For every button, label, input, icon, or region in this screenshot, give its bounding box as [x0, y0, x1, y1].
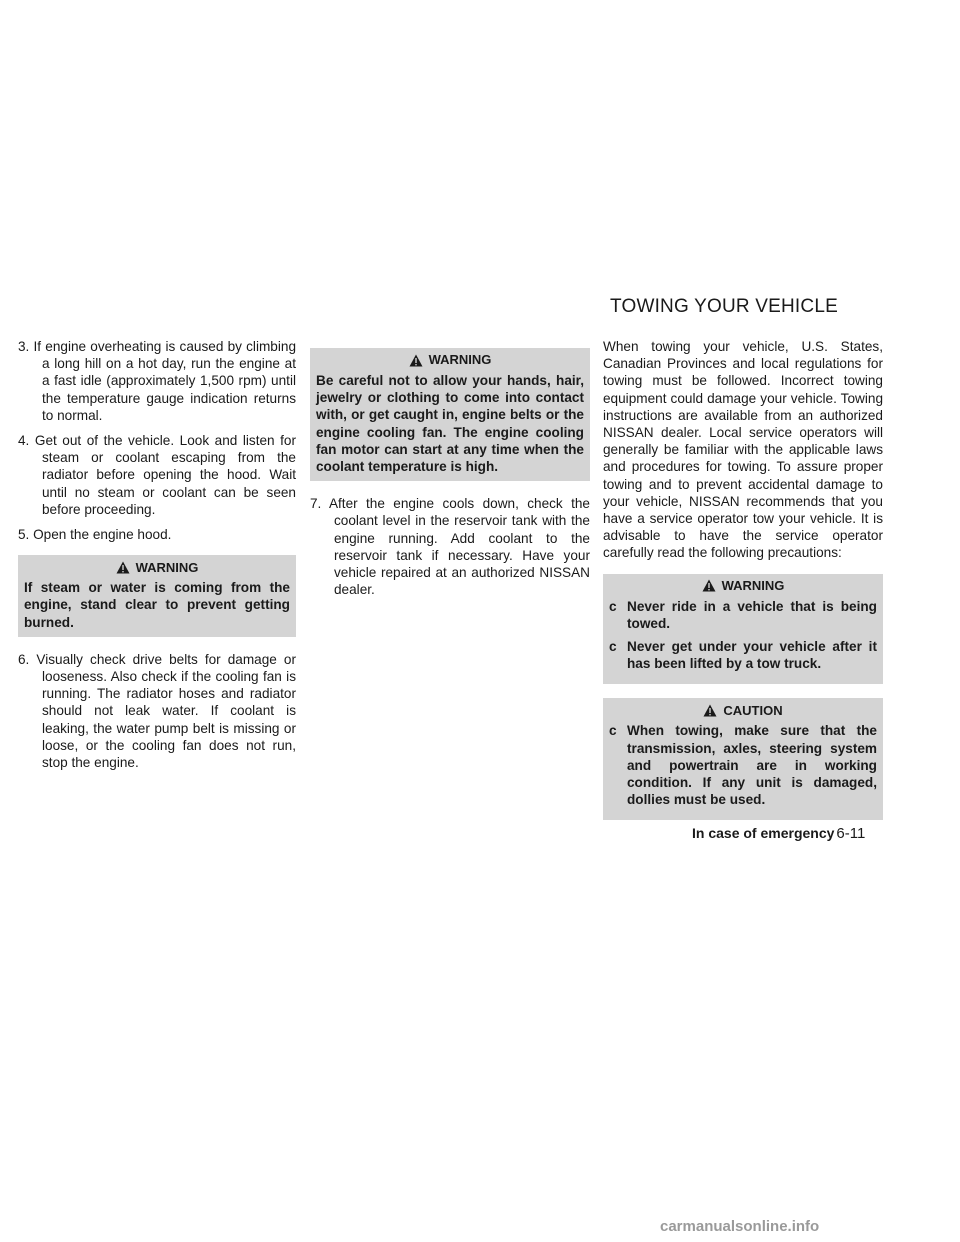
column-1 [18, 338, 296, 779]
warning-box-fan [310, 348, 590, 481]
warning-triangle-icon [702, 579, 716, 592]
towing-intro: When towing your vehicle, U.S. States, Canadian Provinces and local regulations for towing must be followed. Incorrect towing equipment could damage your vehicle. Towing instructions are available from an authorized NISSAN dealer. Local service operators will generally be familiar with the applicable laws and procedures for towing. To assure proper towing and to prevent accidental damage to your vehicle, NISSAN recommends that you have a service operator tow your vehicle. It is advisable to have the service operator carefully read the following precautions: [603, 339, 883, 561]
bullet-text: Never ride in a vehicle that is being towed. [627, 598, 877, 631]
warning-bullets [609, 598, 877, 673]
caution-bullet-item [609, 722, 877, 808]
caution-bullets [609, 722, 877, 808]
caution-header [609, 700, 877, 720]
step-5: 5. Open the engine hood. [18, 527, 172, 543]
column-2 [310, 348, 590, 606]
page-number: 6-11 [836, 825, 866, 842]
warning-header [609, 576, 877, 596]
warning-label: WARNING [721, 578, 785, 594]
step-7: 7. After the engine cools down, check the coolant level in the reservoir tank with the engine running. Add coolant to the reservoir tank if necessary. Have your vehicle repaired at an authorized NISSAN dealer. [310, 496, 590, 598]
warning-header [316, 350, 584, 370]
warning-triangle-icon [703, 704, 717, 717]
bullet-icon: c [609, 598, 617, 614]
caution-label: CAUTION [723, 702, 783, 718]
warning-bullet-item [609, 598, 877, 632]
warning-label: WARNING [428, 352, 492, 368]
step-6: 6. Visually check drive belts for damage or looseness. Also check if the cooling fan is running. The radiator hoses and radiator should not leak water. If coolant is leaking, the water pump belt is missing or loose, or the cooling fan does not run, stop the engine. [18, 651, 296, 771]
watermark: carmanualsonline.info [660, 1218, 820, 1235]
section-title: TOWING YOUR VEHICLE [610, 296, 838, 317]
bullet-text: When towing, make sure that the transmission, axles, steering system and powertrain are in working condition. If any unit is damaged, dollies must be used. [627, 723, 877, 808]
warning-triangle-icon [116, 561, 130, 574]
warning-label: WARNING [135, 559, 199, 575]
page-footer [692, 825, 865, 842]
warning-text: If steam or water is coming from the engine, stand clear to prevent getting burned. [24, 580, 290, 630]
warning-triangle-icon [409, 354, 423, 367]
chapter-name: In case of emergency [692, 825, 835, 841]
warning-bullet-item [609, 638, 877, 672]
caution-box-towing [603, 698, 883, 820]
bullet-text: Never get under your vehicle after it has been lifted by a tow truck. [627, 639, 877, 672]
step-3: 3. If engine overheating is caused by climbing a long hill on a hot day, run the engine at a fast idle (approximately 1,500 rpm) until the temperature gauge indication returns to normal. [18, 339, 296, 423]
warning-box-towing [603, 574, 883, 685]
warning-text: Be careful not to allow your hands, hair, jewelry or clothing to come into contact with, or get caught in, engine belts or the engine cooling fan. The engine cooling fan motor can start at any time when the coolant temperature is high. [316, 373, 584, 475]
column-3 [603, 338, 883, 834]
warning-box-steam [18, 555, 296, 637]
bullet-icon: c [609, 639, 617, 655]
warning-header [24, 557, 290, 577]
bullet-icon: c [609, 723, 617, 739]
step-4: 4. Get out of the vehicle. Look and listen for steam or coolant escaping from the radiator before opening the hood. Wait until no steam or coolant can be seen before proceeding. [18, 433, 296, 517]
